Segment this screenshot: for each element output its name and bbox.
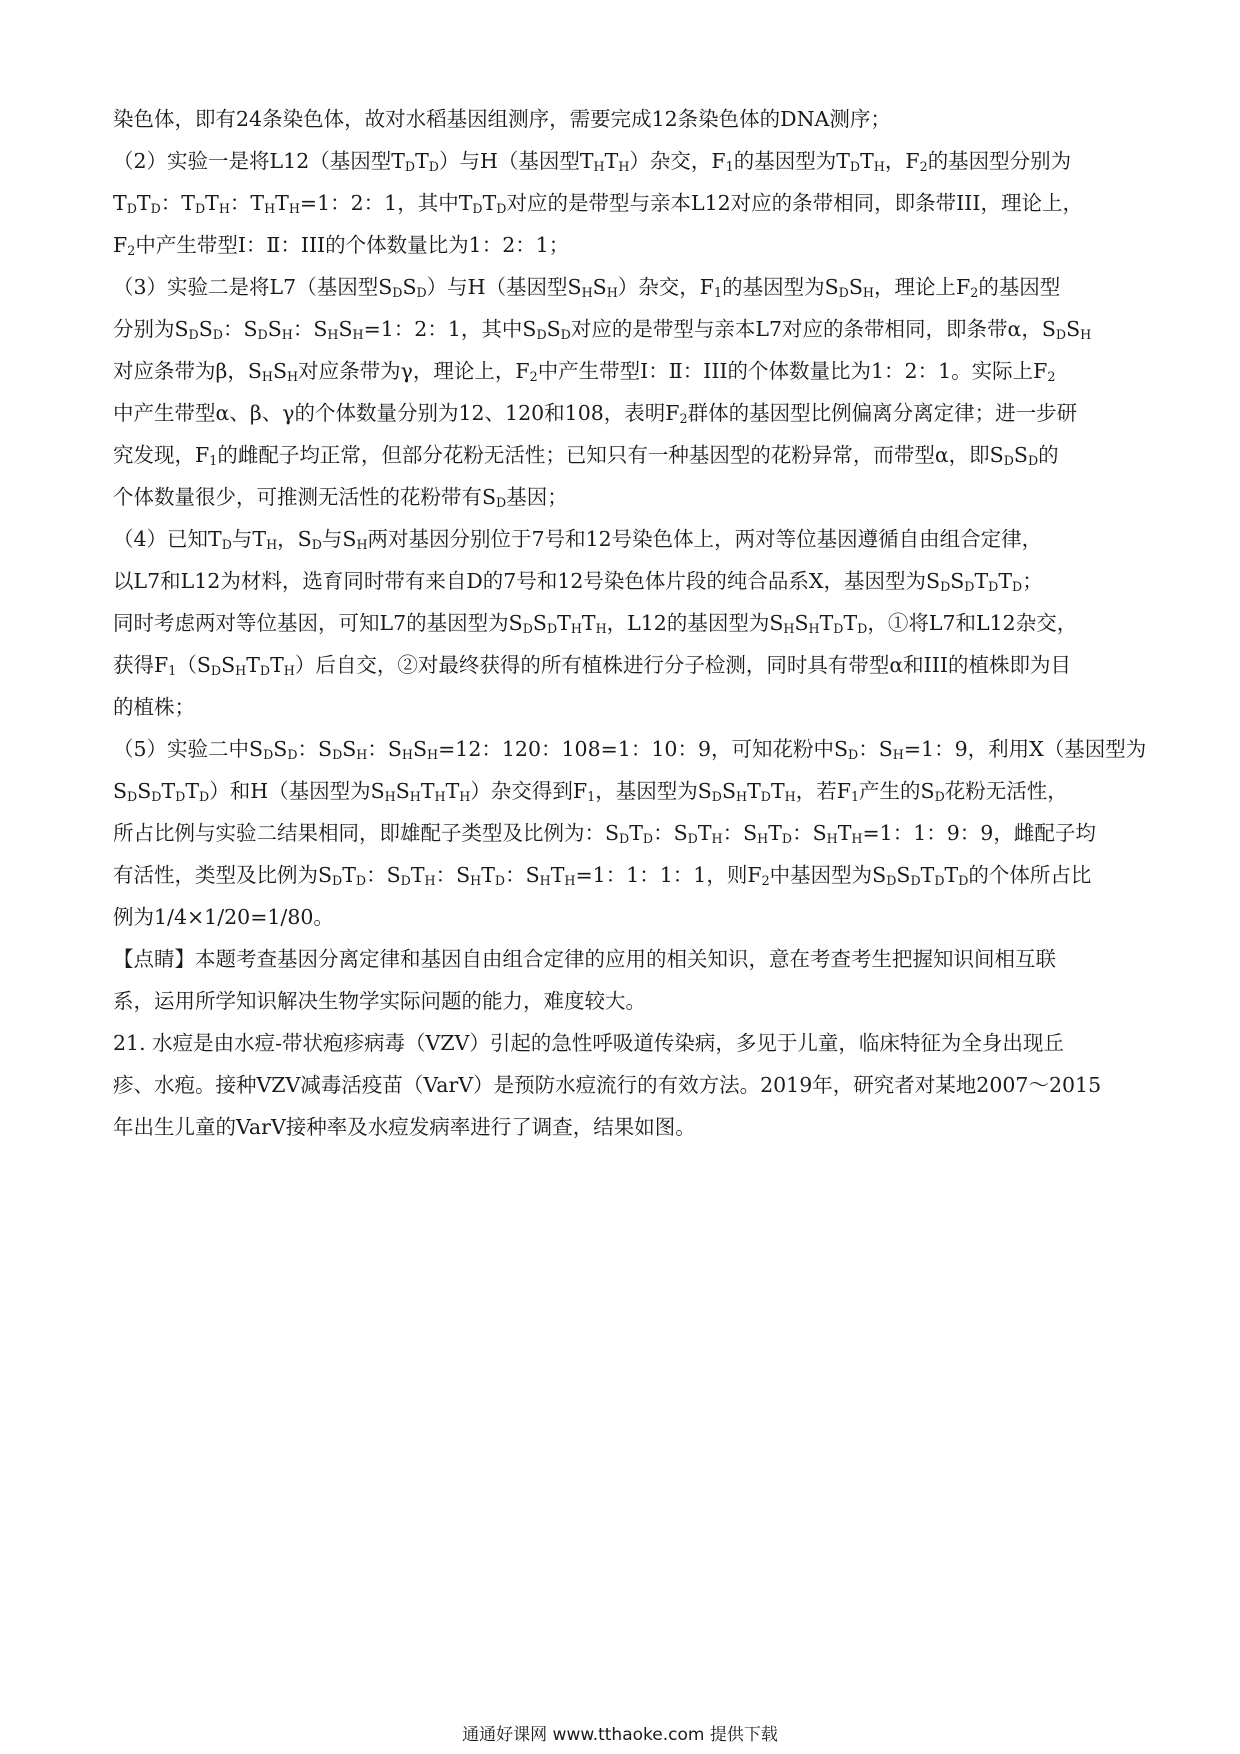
- text-line: 【点睛】本题考查基因分离定律和基因自由组合定律的应用的相关知识，意在考查考生把握知识间相互联: [113, 947, 1056, 971]
- text-line: 例为1/4×1/20=1/80。: [113, 905, 334, 929]
- text-line: $F_2$中产生带型Ⅰ：Ⅱ：III的个体数量比为1：2：1；: [113, 233, 570, 259]
- text-line: 究发现，$F_1$的雌配子均正常，但部分花粉无活性；已知只有一种基因型的花粉异常，而带型α，即$S_DS_D$的: [113, 443, 1059, 469]
- text-line: 所占比例与实验二结果相同，即雄配子类型及比例为：$S_DT_D$：$S_DT_H$：$S_HT_D$：$S_HT_H=1$：1：9：9，雌配子均: [113, 821, 1096, 847]
- text-line: 疹、水疱。接种VZV减毒活疫苗（VarV）是预防水痘流行的有效方法。2019年，研究者对某地2007～2015: [113, 1073, 1102, 1097]
- text-line: （4）已知$T_D$与$T_H$，$S_D$与$S_H$两对基因分别位于7号和12号染色体上，两对等位基因遵循自由组合定律，: [113, 527, 1043, 553]
- page-footer: 通通好课网 www.tthaoke.com 提供下载: [462, 1725, 778, 1745]
- text-line: 系，运用所学知识解决生物学实际问题的能力，难度较大。: [113, 989, 646, 1013]
- text-line: 的植株；: [113, 695, 195, 719]
- text-line: 个体数量很少，可推测无活性的花粉带有$S_D$基因；: [113, 485, 568, 511]
- text-line: 21. 水痘是由水痘-带状疱疹病毒（VZV）引起的急性呼吸道传染病，多见于儿童，临床特征为全身出现丘: [113, 1031, 1064, 1055]
- text-line: （3）实验二是将L7（基因型$S_DS_D$）与H（基因型$S_HS_H$）杂交，$F_1$的基因型为$S_DS_H$，理论上$F_2$的基因型: [113, 275, 1061, 301]
- document-body: [113, 98, 1147, 1148]
- text-line: 对应条带为β，$S_HS_H$对应条带为γ，理论上，$F_2$中产生带型Ⅰ：Ⅱ：III的个体数量比为1：2：1。实际上$F_2$: [113, 359, 1056, 385]
- text-line: 以L7和L12为材料，选育同时带有来自D的7号和12号染色体片段的纯合品系X，基因型为$S_DS_DT_DT_D$；: [113, 569, 1043, 595]
- text-line: 同时考虑两对等位基因，可知L7的基因型为$S_DS_DT_HT_H$，L12的基因型为$S_HS_HT_DT_D$，①将L7和L12杂交，: [113, 611, 1078, 637]
- text-line: 分别为$S_DS_D$：$S_DS_H$：$S_HS_H=1$：2：1，其中$S_DS_D$对应的是带型与亲本L7对应的条带相同，即条带α，$S_DS_H$: [113, 317, 1092, 343]
- text-line: （2）实验一是将L12（基因型$T_DT_D$）与H（基因型$T_HT_H$）杂交，$F_1$的基因型为$T_DT_H$，$F_2$的基因型分别为: [113, 149, 1072, 175]
- text-line: 获得$F_1(S_DS_HT_DT_H)$后自交，②对最终获得的所有植株进行分子检测，同时具有带型α和III的植株即为目: [113, 653, 1071, 679]
- text-line: $T_DT_D$：$T_DT_H$：$T_HT_H=1$：2：1，其中$T_DT_D$对应的是带型与亲本L12对应的条带相同，即条带III，理论上，: [113, 191, 1083, 217]
- text-line: 染色体，即有24条染色体，故对水稻基因组测序，需要完成12条染色体的DNA测序；: [113, 107, 891, 131]
- text-line: 有活性，类型及比例为$S_DT_D$：$S_DT_H$：$S_HT_D$：$S_HT_H=1$：1：1：1，则$F_2$中基因型为$S_DS_DT_DT_D$的个体所占比: [113, 863, 1092, 889]
- text-line: 中产生带型α、β、γ的个体数量分别为12、120和108，表明$F_2$群体的基因型比例偏离分离定律；进一步研: [113, 401, 1078, 427]
- text-line: （5）实验二中$S_DS_D$：$S_DS_H$：$S_HS_H=12$：120：108=1：10：9，可知花粉中$S_D$：$S_H=1$：9，利用X（基因型为: [113, 737, 1147, 763]
- text-line: $S_DS_DT_DT_D$）和H（基因型为$S_HS_HT_HT_H$）杂交得到$F_1$，基因型为$S_DS_HT_DT_H$，若$F_1$产生的$S_D$花粉无活性，: [113, 779, 1068, 805]
- text-line: 年出生儿童的VarV接种率及水痘发病率进行了调查，结果如图。: [113, 1115, 696, 1139]
